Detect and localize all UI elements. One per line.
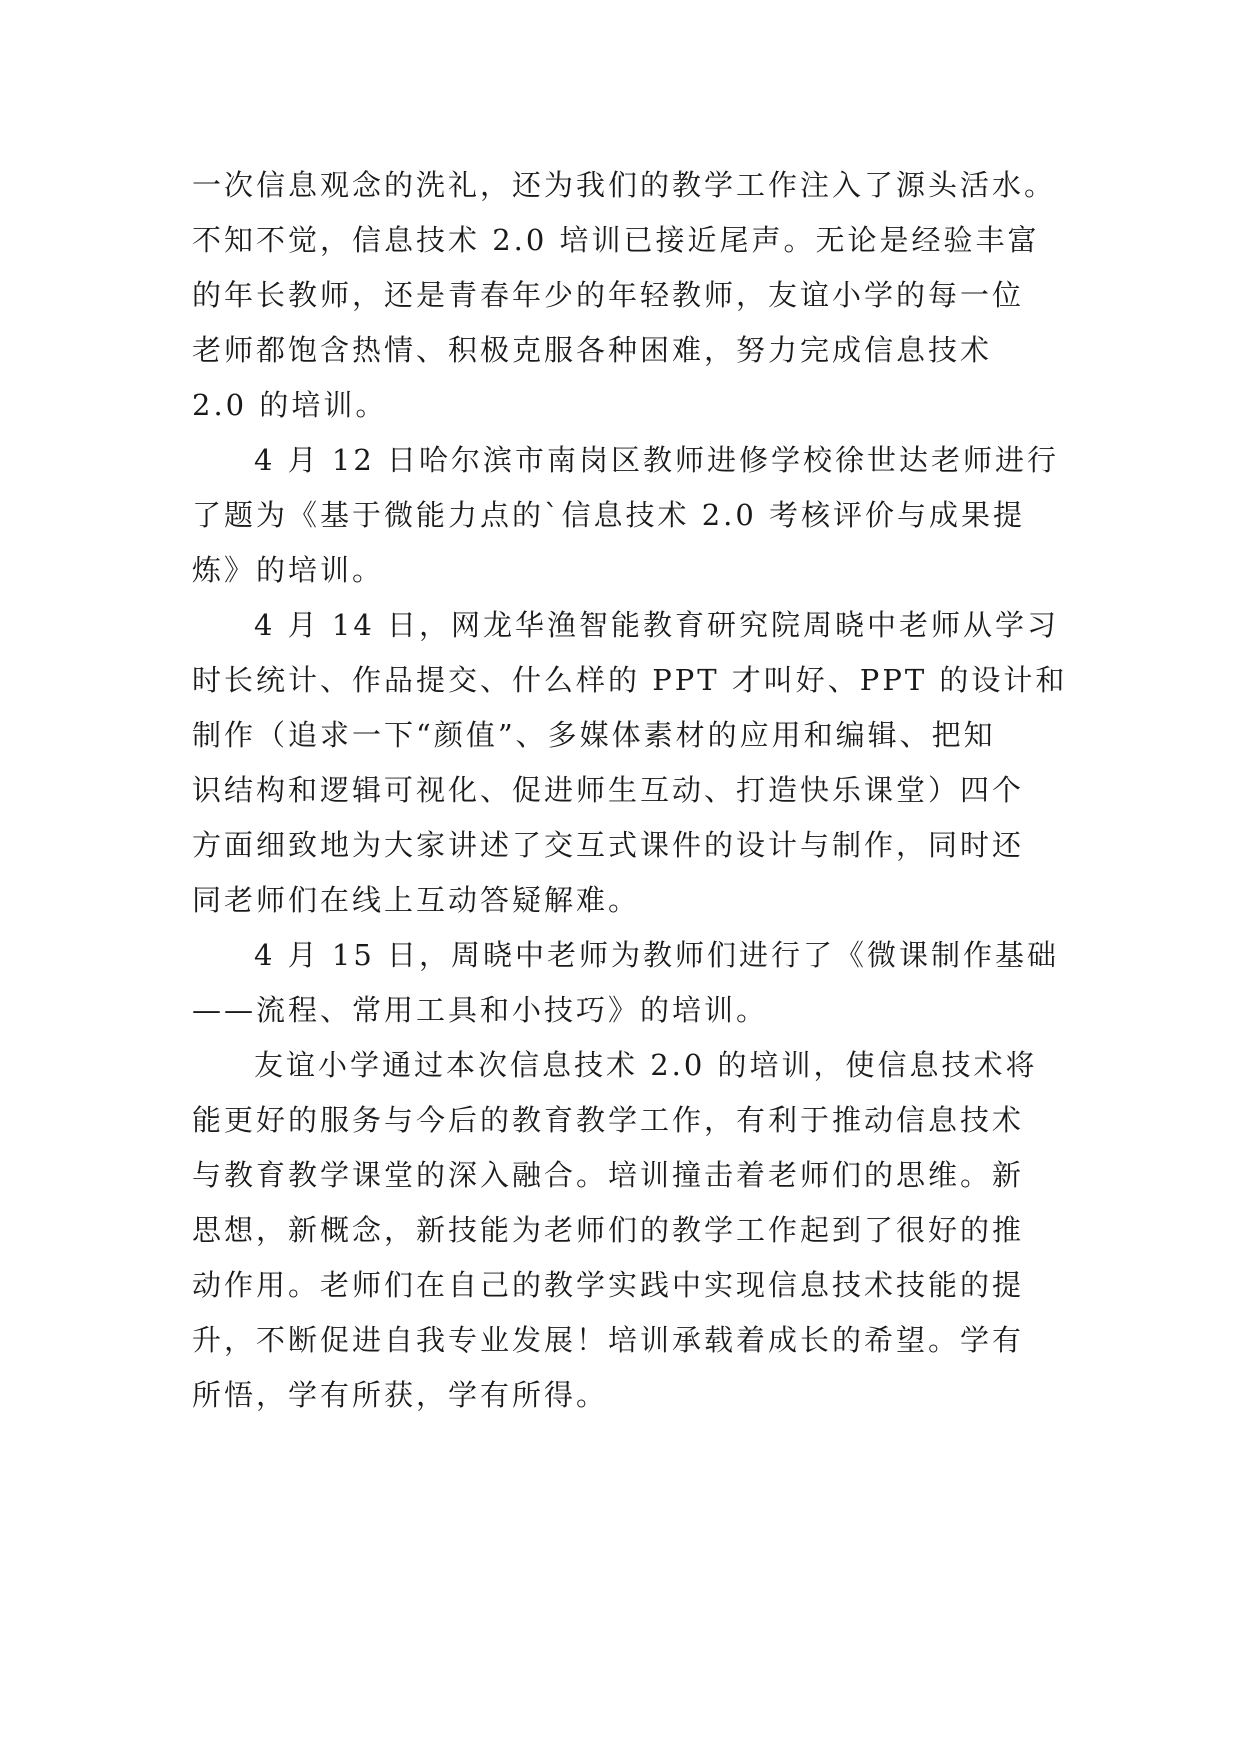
text-line: 思想，新概念，新技能为老师们的教学工作起到了很好的推: [192, 1213, 1025, 1247]
text-line: 制作（追求一下“颜值”、多媒体素材的应用和编辑、把知: [192, 718, 996, 752]
text-line: 了题为《基于微能力点的`信息技术 2.0 考核评价与成果提: [192, 498, 1026, 532]
text-line: 所悟，学有所获，学有所得。: [192, 1378, 609, 1412]
text-line: 升，不断促进自我专业发展！培训承载着成长的希望。学有: [192, 1323, 1025, 1357]
text-line: 的年长教师，还是青春年少的年轻教师，友谊小学的每一位: [192, 278, 1025, 312]
text-line: 时长统计、作品提交、什么样的 PPT 才叫好、PPT 的设计和: [192, 663, 1068, 697]
text-line: 同老师们在线上互动答疑解难。: [192, 883, 641, 917]
text-line: 一次信息观念的洗礼，还为我们的教学工作注入了源头活水。: [192, 168, 1057, 202]
text-line: 2.0 的培训。: [192, 388, 388, 422]
body-text: [192, 158, 1072, 1423]
text-line: 老师都饱含热情、积极克服各种困难，努力完成信息技术: [192, 333, 993, 367]
paragraph-start-line: 4 月 15 日，周晓中老师为教师们进行了《微课制作基础: [254, 938, 1060, 972]
text-line: 与教育教学课堂的深入融合。培训撞击着老师们的思维。新: [192, 1158, 1025, 1192]
text-line: 方面细致地为大家讲述了交互式课件的设计与制作，同时还: [192, 828, 1025, 862]
paragraph-start-line: 友谊小学通过本次信息技术 2.0 的培训，使信息技术将: [254, 1048, 1038, 1082]
text-line: 识结构和逻辑可视化、促进师生互动、打造快乐课堂）四个: [192, 773, 1025, 807]
paragraph-start-line: 4 月 12 日哈尔滨市南岗区教师进修学校徐世达老师进行: [254, 443, 1060, 477]
text-line: 不知不觉，信息技术 2.0 培训已接近尾声。无论是经验丰富: [192, 223, 1040, 257]
text-line: 炼》的培训。: [192, 553, 385, 587]
text-line: 动作用。老师们在自己的教学实践中实现信息技术技能的提: [192, 1268, 1025, 1302]
paragraph-start-line: 4 月 14 日，网龙华渔智能教育研究院周晓中老师从学习: [254, 608, 1060, 642]
text-line: 能更好的服务与今后的教育教学工作，有利于推动信息技术: [192, 1103, 1025, 1137]
text-line: ——流程、常用工具和小技巧》的培训。: [192, 993, 769, 1027]
